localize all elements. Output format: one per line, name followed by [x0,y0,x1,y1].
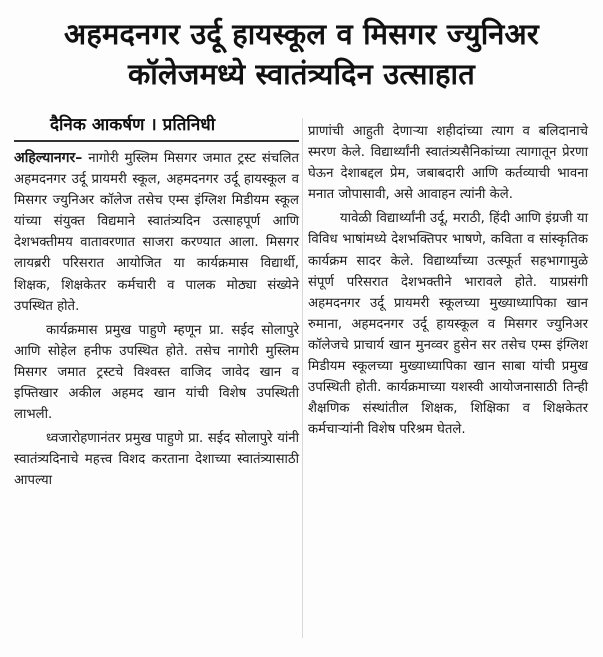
right-column [308,121,588,440]
headline-line-2: कॉलेजमध्ये स्वातंत्र्यदिन उत्साहात [128,57,475,91]
column-divider [302,118,303,638]
paragraph-intro [14,148,299,317]
paragraph-program: यावेळी विद्यार्थ्यांनी उर्दू, मराठी, हिंदी आणि इंग्रजी या विविध भाषांमध्ये देशभक्तिपर भाषणे, कविता व सांस्कृतिक कार्यक्रम सादर केले. विद्यार्थ्यांच्या उत्स्फूर्त सहभागामुळे संपूर्ण परिसरात देशभक्तीने भारावले होते. याप्रसंगी अहमदनगर उर्दू प्रायमरी स्कूलच्या मुख्याध्यापिका खान रुमाना, अहमदनगर उर्दू हायस्कूल व मिसगर ज्युनिअर कॉलेजचे प्राचार्य खान मुनव्वर हुसेन सर तसेच एम्स इंग्लिश मिडीयम स्कूलच्या मुख्याध्यापिका खान साबा यांची प्रमुख उपस्थिती होती. कार्यक्रमाच्या यशस्वी आयोजनासाठी तिन्ही शैक्षणिक संस्थांतील शिक्षक, शिक्षिका व शिक्षकेतर कर्मचाऱ्यांनी विशेष परिश्रम घेतले. [308,211,588,438]
article-headline [0,14,603,94]
paragraph-sacrifice: प्राणांची आहुती देणाऱ्या शहीदांच्या त्याग व बलिदानाचे स्मरण केले. विद्यार्थ्यांनी स्वातंत्र्यसैनिकांच्या त्यागातून प्रेरणा घेऊन देशाबद्दल प्रेम, जबाबदारी आणि कर्तव्याची भावना मनात जोपासावी, असे आवाहन त्यांनी केले. [308,124,588,203]
byline: दैनिक आकर्षण । प्रतिनिधी [50,115,216,135]
paragraph-flag-hoisting: ध्वजारोहणानंतर प्रमुख पाहुणे प्रा. सईद सोलापुरे यांनी स्वातंत्र्यदिनाचे महत्त्व विशद करताना देशाच्या स्वातंत्र्यासाठी आपल्या [14,431,299,489]
byline-divider [14,140,299,142]
headline-line-1: अहमदनगर उर्दू हायस्कूल व मिसगर ज्युनिअर [64,17,539,51]
paragraph-intro-text: नागोरी मुस्लिम मिसगर जमात ट्रस्ट संचलित अहमदनगर उर्दू प्रायमरी स्कूल, अहमदनगर उर्दू हायस्कूल व मिसगर ज्युनिअर कॉलेज तसेच एम्स इंग्लिश मिडीयम स्कूल यांच्या संयुक्त विद्यमाने स्वातंत्र्यदिन उत्साहपूर्ण आणि देशभक्तीमय वातावरणात साजरा करण्यात आला. मिसगर लायब्ररी परिसरात आयोजित या कार्यक्रमास विद्यार्थी, शिक्षक, शिक्षकेतर कर्मचारी व पालक मोठ्या संख्येने उपस्थित होते. [14,151,299,314]
left-column [14,114,299,492]
dateline: अहिल्यानगर– [14,150,83,166]
paragraph-guests: कार्यक्रमास प्रमुख पाहुणे म्हणून प्रा. सईद सोलापुरे आणि सोहेल हनीफ उपस्थित होते. तसेच नागोरी मुस्लिम मिसगर जमात ट्रस्टचे विश्वस्त वाजिद जावेद खान व इफ्तिखार अकील अहमद खान यांची विशेष उपस्थिती लाभली. [14,322,299,423]
